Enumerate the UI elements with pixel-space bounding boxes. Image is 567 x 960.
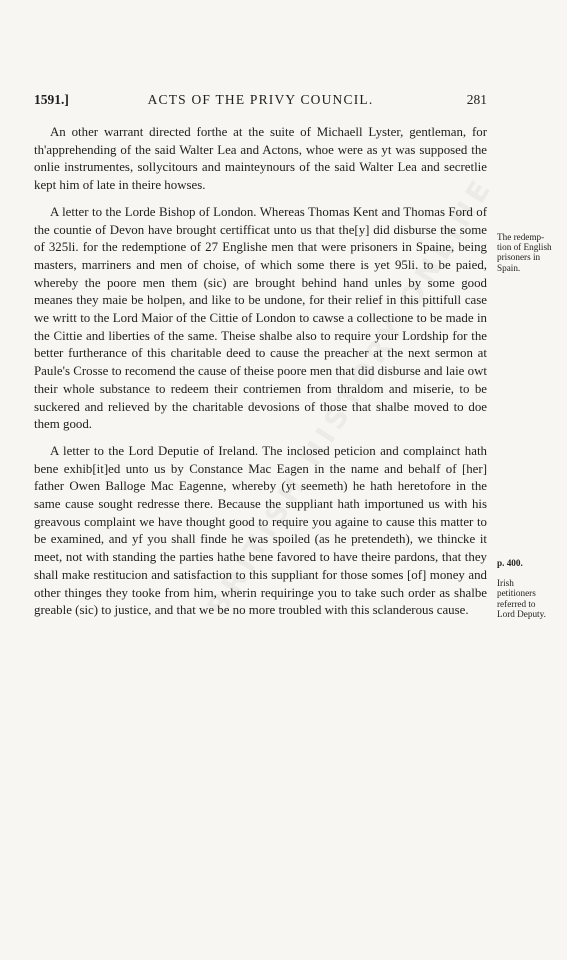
margin-note-redemption [497, 232, 563, 273]
margin-note-line: tion of English [497, 242, 552, 253]
paragraph-warrant: An other warrant directed forthe at the suite of Michaell Lyster, gentleman, for th'apprehending of the said Walter Lea and Actons, whoe were as yt was supposed the onlie instrumentes, sollycitours and mainteynours of the said Walter Lea and secretlie kept him of late in theire howses. [34, 125, 487, 193]
page-number: 281 [466, 92, 487, 107]
margin-page-reference: p. 400. [497, 558, 523, 568]
page-body [34, 124, 487, 620]
running-header [34, 92, 487, 110]
margin-note-line: Lord Deputy. [497, 608, 546, 619]
paragraph-letter-lord-deputy: A letter to the Lord Deputie of Ireland. The inclosed peticion and complainct hath bene exhib[it]ed unto us by Constance Mac Eagen in the name and behalf of [her] father Owen Balloge Mac Eagenne, whereby (yt seemeth) he hath heretofore in the same cause sought redresse there. Because the suppliant hath importuned us with his greavous complaint we have thought good to require you againe to cause this matter to be examined, and yf you shall finde he was spoiled (as he pretendeth), we thincke it meet, not with standing the parties hathe bene favored to have theire pardons, that they shall make restitucion and satisfaction to this suppliant for those somes [of] money and other thinges they tooke from him, wherin requiringe you to take such order as shalbe greable (sic) to justice, and that we be no more troubled with this sclanderous cause. [34, 443, 487, 618]
paragraph-letter-bishop-london: A letter to the Lorde Bishop of London. Whereas Thomas Kent and Thomas Ford of the countie of Devon have brought certifficat unto us that the[y] did disburse the some of 325li. for the redemptione of 27 Englishe men that were prisoners in Spaine, being masters, marriners and men of choise, of which some there is yet 95li. to be paied, whereby the poore men them (sic) are brought behind hand unles by some good meanes they maie be holpen, and like to be undone, for their relief in this pittifull case we writt to the Lord Maior of the Cittie of London to cawse a collectione to be made in the Cittie and liberties of the same. Theise shalbe also to require your Lordship for the better furtherance of this charitable deed to cause the preacher at the next sermon at Paule's Crosse to recomend the cause of theise poore men that did disburse and laie owt their whole substance to redeem their contriemen from thraldom and miserie, to be suckered and relieved by the charitable devosions of those that shalbe moved to doe them good. [34, 204, 487, 432]
margin-note-line: petitioners [497, 588, 536, 599]
header-year: 1591.] [34, 92, 69, 107]
margin-note-line: referred to [497, 598, 536, 609]
margin-note-line: The redemp- [497, 232, 545, 242]
margin-note-line: Irish [497, 578, 514, 589]
margin-note-irish-petitioners [497, 558, 563, 619]
header-title: ACTS OF THE PRIVY COUNCIL. [147, 92, 374, 107]
margin-note-line: prisoners in [497, 252, 541, 263]
margin-note-line: Spain. [497, 262, 521, 273]
